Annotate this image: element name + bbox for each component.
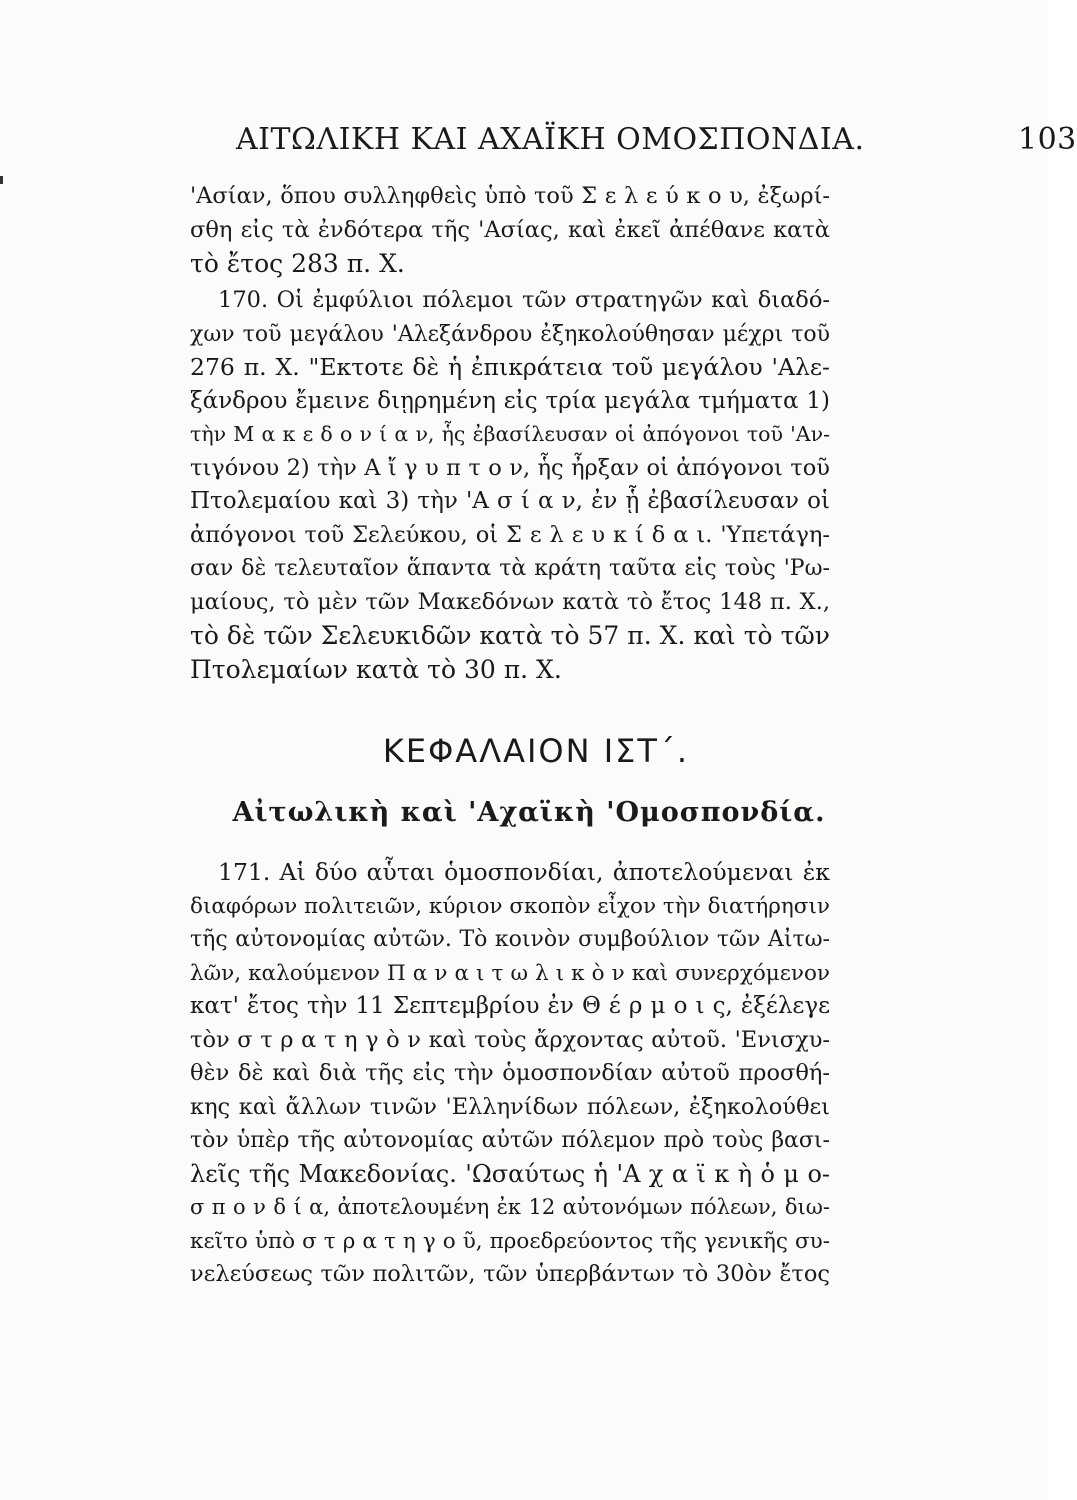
paragraph-171 <box>190 856 830 1292</box>
running-head <box>236 122 1077 157</box>
paragraph-170 <box>190 284 830 686</box>
text-line: χων τοῦ μεγάλου 'Αλεξάνδρου ἐξηκολούθησαν μέχρι τοῦ <box>190 321 830 347</box>
margin-mark <box>0 176 3 184</box>
text-line: κης καὶ ἄλλων τινῶν 'Ελληνίδων πόλεων, ἐξηκολούθει <box>190 1093 830 1120</box>
text-line: 'Ασίαν, ὅπου συλληφθεὶς ὑπὸ τοῦ Σ ε λ ε ύ κ ο υ, ἐξωρί- <box>190 183 830 209</box>
page-number: 103 <box>1018 122 1077 157</box>
text-line: κατ' ἔτος τὴν 11 Σεπτεμβρίου ἐν Θ έ ρ μ ο ι ς, ἐξέλεγε <box>190 993 830 1019</box>
text-line: ξάνδρου ἔμεινε διῃρημένη εἰς τρία μεγάλα τμήματα 1) <box>190 387 830 414</box>
text-line: νελεύσεως τῶν πολιτῶν, τῶν ὑπερβάντων τὸ 30ὸν ἔτος <box>190 1261 830 1287</box>
text-line: λῶν, καλούμενον Π α ν α ι τ ω λ ι κ ὸ ν καὶ συνερχόμενον <box>190 960 830 986</box>
running-head-title: ΑΙΤΩΛΙΚΗ ΚΑΙ ΑΧΑΪΚΗ ΟΜΟΣΠΟΝΔΙΑ. <box>236 122 865 157</box>
text-line: τιγόνου 2) τὴν Α ἴ γ υ π τ ο ν, ἧς ἦρξαν οἱ ἀπόγονοι τοῦ <box>190 454 830 481</box>
text-line: ἀπόγονοι τοῦ Σελεύκου, οἱ Σ ε λ ε υ κ ί δ α ι. 'Υπετάγη- <box>190 521 830 548</box>
text-line: τὸ ἔτος 283 π. Χ. <box>190 249 405 278</box>
paragraph-continuation <box>190 180 830 281</box>
text-line: 170. Οἱ ἐμφύλιοι πόλεμοι τῶν στρατηγῶν καὶ διαδό- <box>218 287 830 313</box>
text-line: διαφόρων πολιτειῶν, κύριον σκοπὸν εἶχον τὴν διατήρησιν <box>190 893 830 919</box>
text-line: τὸν σ τ ρ α τ η γ ὸ ν καὶ τοὺς ἄρχοντας αὐτοῦ. 'Ενισχυ- <box>190 1026 830 1053</box>
section-heading: Αἰτωλικὴ καὶ 'Αχαϊκὴ 'Ομοσπονδία. <box>232 797 826 828</box>
text-line: σαν δὲ τελευταῖον ἅπαντα τὰ κράτη ταῦτα εἰς τοὺς 'Ρω- <box>190 556 830 581</box>
text-line: τὴν Μ α κ ε δ ο ν ί α ν, ἧς ἐβασίλευσαν οἱ ἀπόγονοι τοῦ 'Αν- <box>190 422 830 446</box>
text-line: λεῖς τῆς Μακεδονίας. 'Ωσαύτως ἡ 'Α χ α ϊ κ ὴ ὁ μ ο- <box>190 1159 830 1188</box>
text-line: Πτολεμαίων κατὰ τὸ 30 π. Χ. <box>190 654 562 684</box>
text-line: τὸν ὑπὲρ τῆς αὐτονομίας αὐτῶν πόλεμον πρὸ τοὺς βασι- <box>190 1128 830 1153</box>
text-line: 276 π. Χ. "Εκτοτε δὲ ἡ ἐπικράτεια τοῦ μεγάλου 'Αλε- <box>190 353 830 381</box>
text-line: τὸ δὲ τῶν Σελευκιδῶν κατὰ τὸ 57 π. Χ. καὶ τὸ τῶν <box>190 621 830 650</box>
text-line: Πτολεμαίου καὶ 3) τὴν 'Α σ ί α ν, ἐν ᾗ ἐβασίλευσαν οἱ <box>190 488 830 514</box>
text-line: κεῖτο ὑπὸ σ τ ρ α τ η γ ο ῦ, προεδρεύοντος τῆς γενικῆς συ- <box>190 1228 830 1254</box>
text-line: τῆς αὐτονομίας αὐτῶν. Τὸ κοινὸν συμβούλιον τῶν Αἰτω- <box>190 927 830 952</box>
text-line: σ π ο ν δ ί α, ἀποτελουμένη ἐκ 12 αὐτονόμων πόλεων, διω- <box>190 1195 830 1219</box>
text-line: 171. Αἱ δύο αὗται ὁμοσπονδίαι, ἀποτελούμεναι ἐκ <box>218 858 830 886</box>
text-line: μαίους, τὸ μὲν τῶν Μακεδόνων κατὰ τὸ ἔτος 148 π. Χ., <box>190 588 830 615</box>
text-line: θὲν δὲ καὶ διὰ τῆς εἰς τὴν ὁμοσπονδίαν αὐτοῦ προσθή- <box>190 1060 830 1086</box>
text-line: σθη εἰς τὰ ἐνδότερα τῆς 'Ασίας, καὶ ἐκεῖ ἀπέθανε κατὰ <box>190 216 830 243</box>
chapter-heading: ΚΕΦΑΛΑΙΟΝ ΙΣΤ΄. <box>382 732 690 770</box>
